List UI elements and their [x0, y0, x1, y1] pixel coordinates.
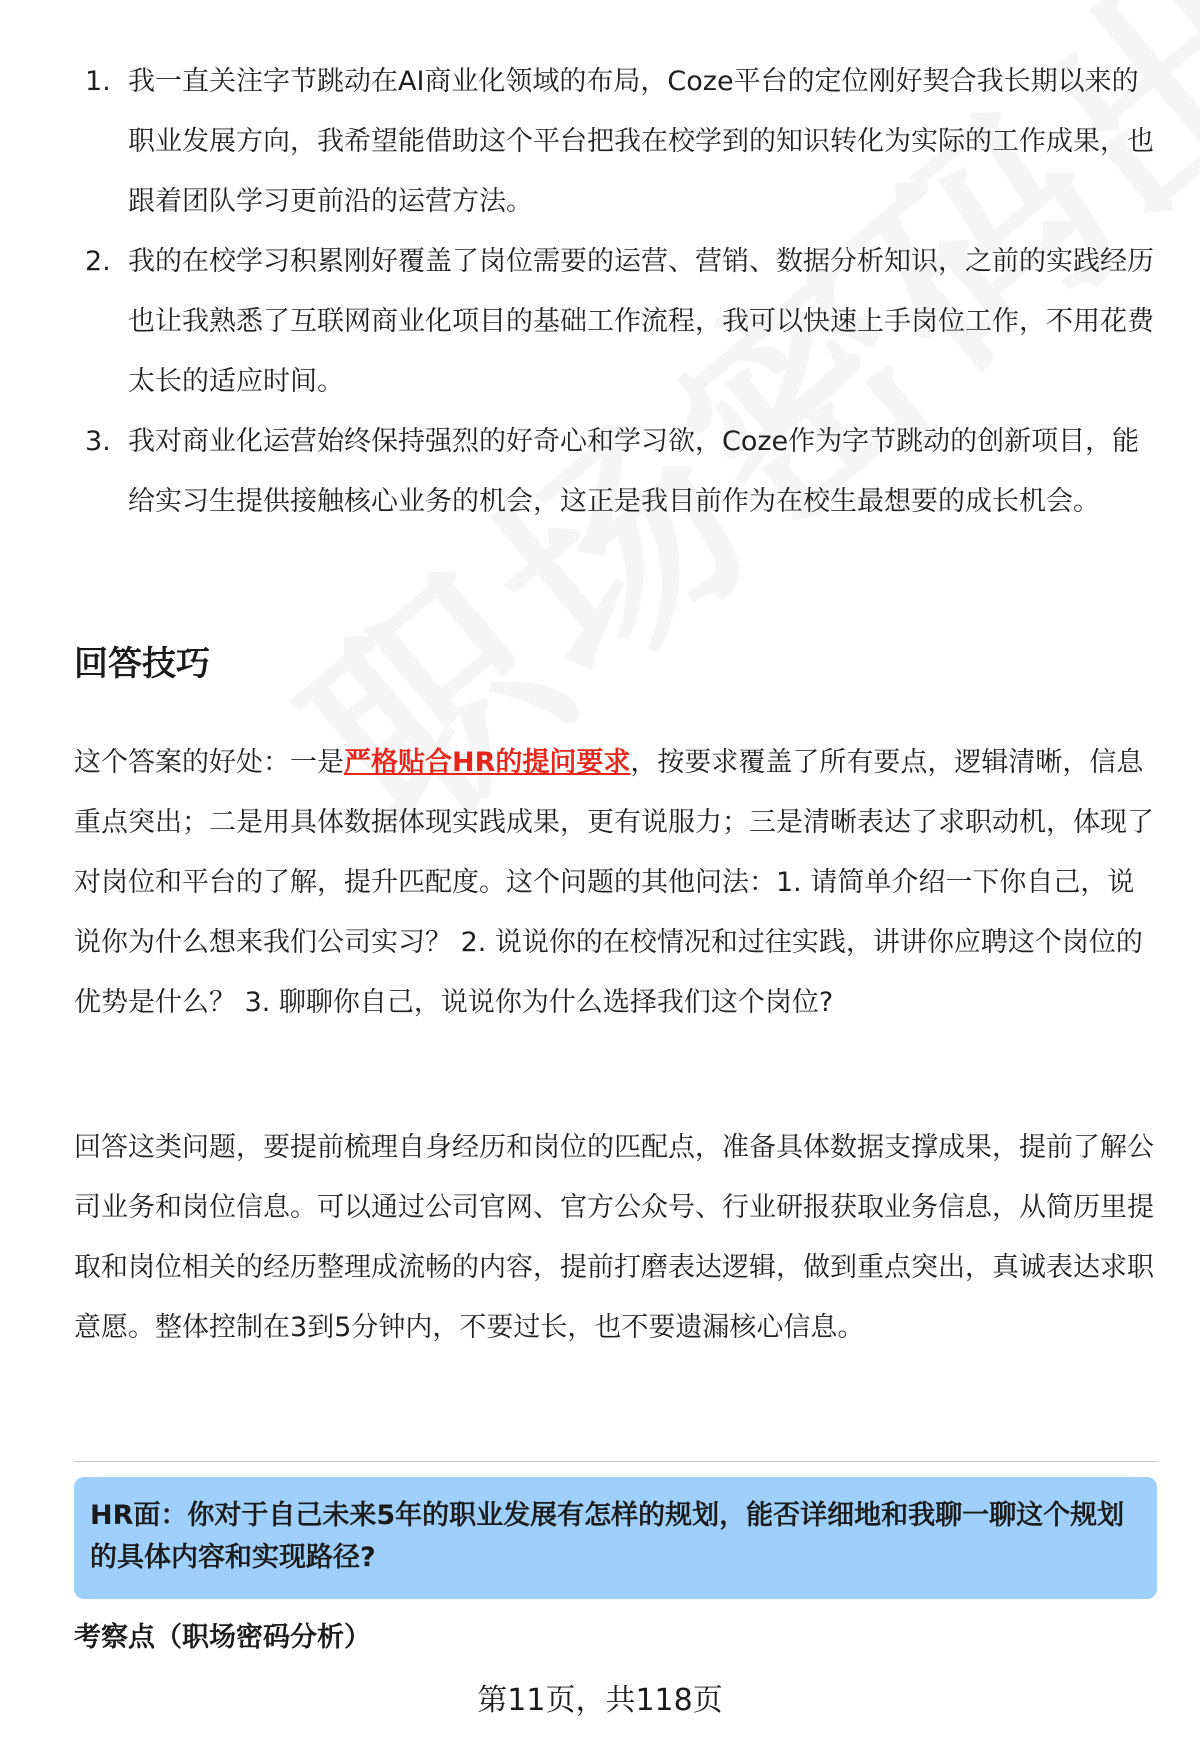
- hr-question-box: [74, 1477, 1157, 1599]
- list-item: [70, 52, 1160, 232]
- divider: [74, 1461, 1157, 1462]
- subheading: 考察点（职场密码分析）: [74, 1622, 371, 1653]
- tips-paragraph: [74, 733, 1154, 1033]
- list-item-text: 我对商业化运营始终保持强烈的好奇心和学习欲，Coze作为字节跳动的创新项目，能给实习生提供接触核心业务的机会，这正是我目前作为在校生最想要的成长机会。: [128, 426, 1140, 517]
- hr-question-text: HR面：你对于自己未来5年的职业发展有怎样的规划，能否详细地和我聊一聊这个规划的具体内容和实现路径?: [90, 1500, 1125, 1573]
- highlighted-text: 严格贴合HR的提问要求: [344, 747, 631, 778]
- list-item-text: 我一直关注字节跳动在AI商业化领域的布局，Coze平台的定位刚好契合我长期以来的职业发展方向，我希望能借助这个平台把我在校学到的知识转化为实际的工作成果，也跟着团队学习更前沿的运营方法。: [128, 66, 1154, 217]
- list-item-number: 3.: [85, 426, 111, 457]
- tips-paragraph-2: 回答这类问题，要提前梳理自身经历和岗位的匹配点，准备具体数据支撑成果，提前了解公司业务和岗位信息。可以通过公司官网、官方公众号、行业研报获取业务信息，从简历里提取和岗位相关的经历整理成流畅的内容，提前打磨表达逻辑，做到重点突出，真诚表达求职意愿。整体控制在3到5分钟内，不要过长，也不要遗漏核心信息。: [74, 1132, 1154, 1343]
- list-item-number: 1.: [85, 66, 111, 97]
- tips-text-after: ，按要求覆盖了所有要点，逻辑清晰，信息重点突出；二是用具体数据体现实践成果，更有说服力；三是清晰表达了求职动机，体现了对岗位和平台的了解，提升匹配度。这个问题的其他问法：1. 请简单介绍一下你自己，说说你为什么想来我们公司实习？ 2. 说说你的在校情况和过往实践，讲讲你应聘这个岗位的优势是什么？ 3. 聊聊你自己，说说你为什么选择我们这个岗位?: [74, 747, 1154, 1018]
- list-item-text: 我的在校学习积累刚好覆盖了岗位需要的运营、营销、数据分析知识，之前的实践经历也让我熟悉了互联网商业化项目的基础工作流程，我可以快速上手岗位工作，不用花费太长的适应时间。: [128, 246, 1154, 397]
- list-item: [70, 232, 1160, 412]
- answer-list: [70, 52, 1160, 532]
- section-title: 回答技巧: [74, 644, 210, 684]
- list-item: [70, 412, 1160, 532]
- tips-text-before: 这个答案的好处：一是: [74, 747, 344, 778]
- page-number: 第11页，共118页: [477, 1683, 723, 1718]
- list-item-number: 2.: [85, 246, 111, 277]
